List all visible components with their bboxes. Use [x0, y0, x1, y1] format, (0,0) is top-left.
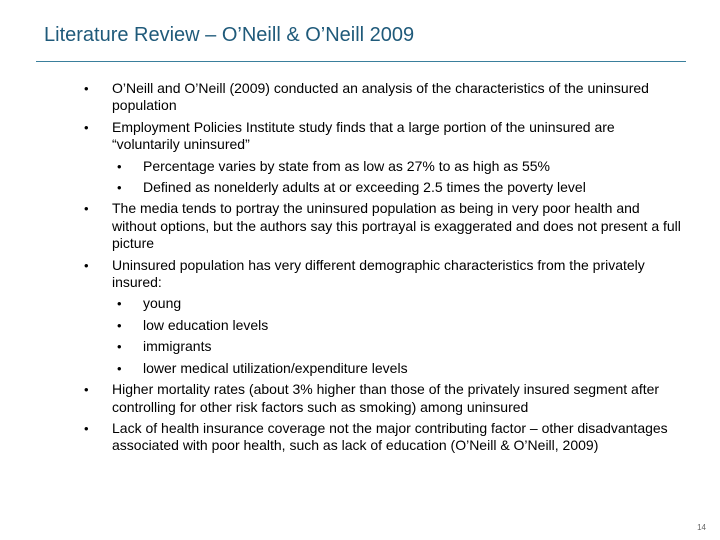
bullet-text: O’Neill and O’Neill (2009) conducted an analysis of the characteristics of the uninsured population [112, 80, 649, 114]
bullet-marker: • [84, 420, 89, 436]
bullet-item [84, 80, 694, 115]
sub-bullet-item [84, 295, 694, 312]
bullet-text: Higher mortality rates (about 3% higher than those of the privately insured segment after controlling for other risk factors such as smoking) among uninsured [112, 381, 660, 415]
sub-bullet-text: young [143, 295, 182, 312]
bullet-marker: • [84, 257, 89, 273]
bullet-marker: • [84, 382, 89, 398]
sub-bullet-text: immigrants [143, 338, 212, 355]
sub-bullet-item [84, 360, 694, 377]
slide-title: Literature Review – O’Neill & O’Neill 2009 [44, 24, 415, 46]
bullet-list [84, 80, 694, 459]
sub-bullet-item [84, 317, 694, 334]
bullet-text: Lack of health insurance coverage not the major contributing factor – other disadvantages associated with poor health, such as lack of education (O’Neill & O’Neill, 2009) [112, 419, 668, 454]
bullet-item [84, 381, 694, 416]
sub-bullet-text: Percentage varies by state from as low as 27% to as high as 55% [143, 157, 550, 174]
sub-bullet-item [84, 338, 694, 355]
bullet-item [84, 257, 694, 292]
sub-bullet-marker: • [117, 296, 122, 312]
sub-bullet-marker: • [117, 317, 122, 333]
bullet-item [84, 200, 694, 252]
sub-bullet-marker: • [117, 180, 122, 196]
sub-bullet-text: low education levels [143, 316, 269, 333]
bullet-marker: • [84, 81, 89, 96]
sub-bullet-marker: • [117, 339, 122, 355]
page-number: 14 [697, 523, 706, 532]
bullet-text: Uninsured population has very different demographic characteristics from the privately insured: [112, 256, 645, 291]
bullet-marker: • [84, 119, 89, 135]
bullet-text: Employment Policies Institute study finds that a large portion of the uninsured are “voluntarily uninsured” [112, 118, 615, 153]
sub-bullet-text: Defined as nonelderly adults at or exceeding 2.5 times the poverty level [143, 179, 586, 196]
sub-bullet-item [84, 158, 694, 175]
bullet-item [84, 119, 694, 154]
bullet-text: The media tends to portray the uninsured population as being in very poor health and without options, but the authors say this portrayal is exaggerated and does not present a full picture [112, 200, 681, 252]
bullet-item [84, 420, 694, 455]
title-divider [36, 61, 686, 62]
sub-bullet-marker: • [117, 158, 122, 174]
sub-bullet-marker: • [117, 360, 122, 376]
sub-bullet-text: lower medical utilization/expenditure levels [143, 359, 408, 376]
sub-bullet-item [84, 179, 694, 196]
bullet-marker: • [84, 201, 89, 217]
